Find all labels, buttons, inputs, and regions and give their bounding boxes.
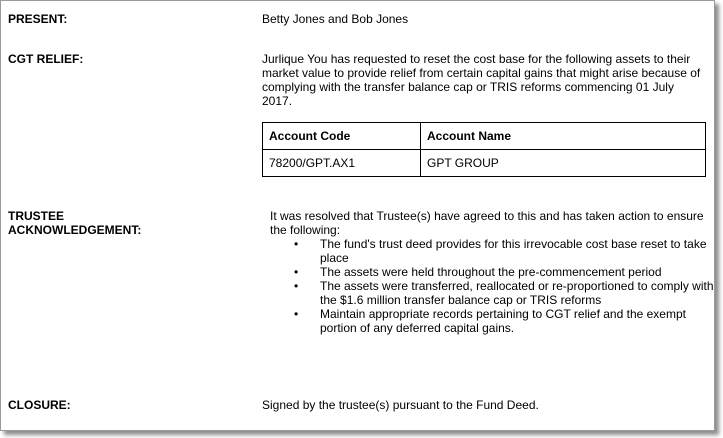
trustee-acknowledgement-label bbox=[8, 209, 141, 237]
table-row bbox=[263, 150, 706, 177]
list-item bbox=[294, 279, 715, 307]
bullet-icon: • bbox=[294, 265, 299, 279]
cell-account-code: 78200/GPT.AX1 bbox=[263, 150, 421, 177]
closure-label: CLOSURE: bbox=[8, 398, 71, 412]
cell-account-name: GPT GROUP bbox=[421, 150, 706, 177]
trustee-intro-text: It was resolved that Trustee(s) have agreed to this and has taken action to ensure the following: bbox=[270, 209, 704, 237]
list-item-text: The assets were held throughout the pre-commencement period bbox=[320, 265, 662, 279]
closure-value: Signed by the trustee(s) pursuant to the Fund Deed. bbox=[262, 398, 539, 412]
trustee-points-list bbox=[294, 237, 715, 335]
trustee-label-line2: ACKNOWLEDGEMENT: bbox=[8, 223, 142, 237]
accounts-table bbox=[262, 122, 706, 177]
list-item bbox=[294, 307, 715, 335]
bullet-icon: • bbox=[294, 307, 299, 321]
cgt-relief-text: Jurlique You has requested to reset the cost base for the following assets to their market value to provide relief from certain capital gains that might arise because of complying with the transfer balance cap or TRIS reforms commencing 01 July 2017. bbox=[262, 52, 701, 108]
header-account-name: Account Name bbox=[421, 123, 706, 150]
table-header-row bbox=[263, 123, 706, 150]
list-item-text: Maintain appropriate records pertaining to CGT relief and the exempt portion of any deferred capital gains. bbox=[320, 307, 686, 335]
list-item bbox=[294, 237, 715, 265]
header-account-code: Account Code bbox=[263, 123, 421, 150]
bullet-icon: • bbox=[294, 237, 299, 251]
list-item-text: The fund's trust deed provides for this irrevocable cost base reset to take place bbox=[320, 237, 707, 265]
list-item bbox=[294, 265, 715, 279]
present-value: Betty Jones and Bob Jones bbox=[262, 12, 409, 26]
bullet-icon: • bbox=[294, 279, 299, 293]
trustee-label-line1: TRUSTEE bbox=[8, 209, 65, 223]
cgt-relief-label: CGT RELIEF: bbox=[8, 52, 84, 66]
present-label: PRESENT: bbox=[8, 12, 68, 26]
list-item-text: The assets were transferred, reallocated or re-proportioned to comply with the $1.6 million transfer balance cap or TRIS reforms bbox=[320, 279, 714, 307]
